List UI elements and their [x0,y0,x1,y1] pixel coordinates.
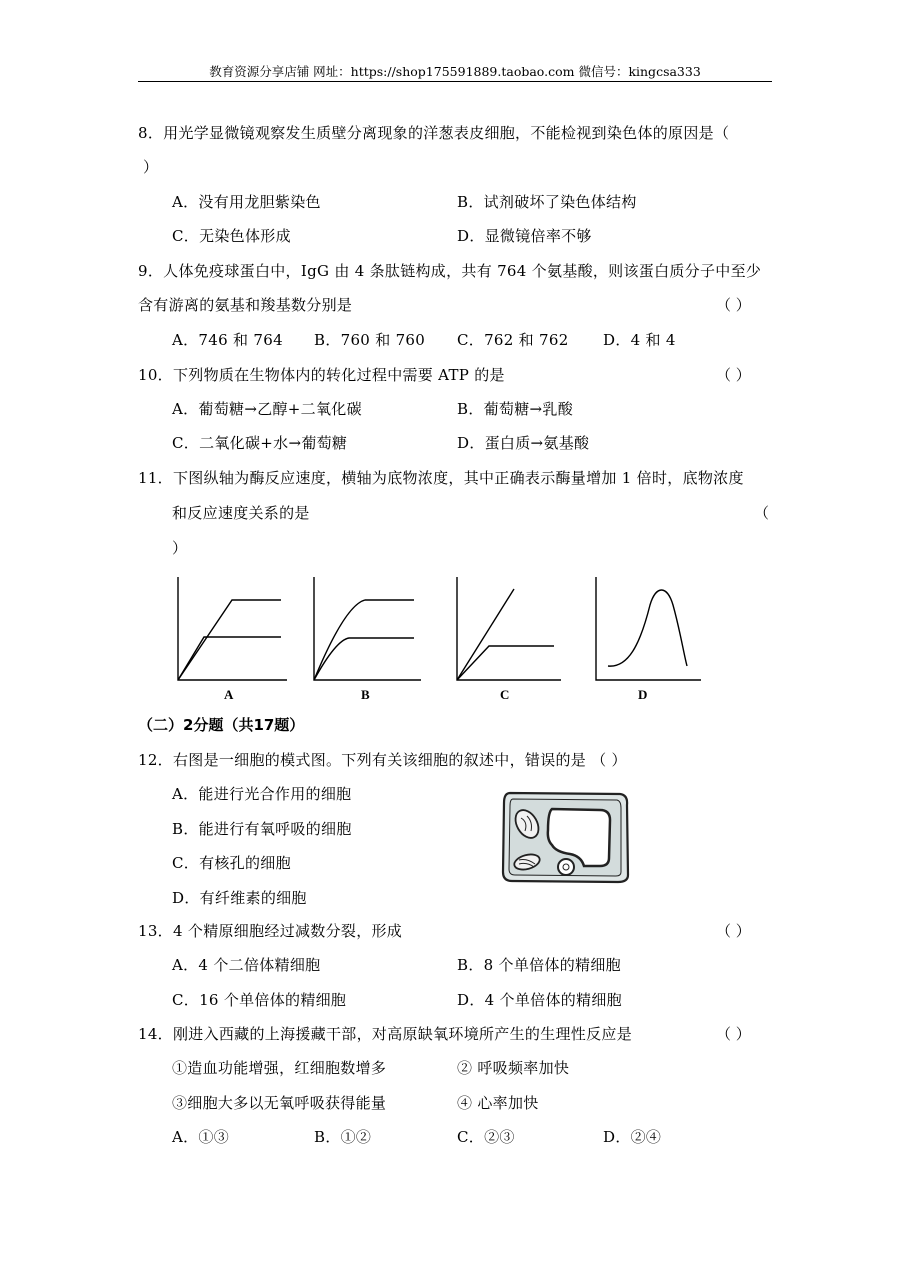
page-header: 教育资源分享店铺 网址：https://shop175591889.taobao.com 微信号：kingcsa333 [209,64,701,79]
q8-option-a: A．没有用龙胆紫染色 [172,193,321,211]
q10-option-a: A．葡萄糖→乙醇+二氧化碳 [172,400,362,418]
q10-option-b: B．葡萄糖→乳酸 [457,400,573,418]
graph-c-label: C [500,687,510,702]
graph-b [314,577,421,680]
q9-option-d: D．4 和 4 [603,331,676,349]
q14-item-4: ④ 心率加快 [457,1094,539,1112]
q14-item-3: ③细胞大多以无氧呼吸获得能量 [172,1094,387,1112]
cell-membrane [509,799,621,876]
q9-stem-line1: 9．人体免疫球蛋白中，IgG 由 4 条肽链构成，共有 764 个氨基酸，则该蛋白质分子中至少 [138,262,762,280]
chloroplast-lower [513,852,542,872]
graph-c [457,577,561,680]
q13-stem: 13．4 个精原细胞经过减数分裂，形成 [138,922,403,940]
q12-stem: 12．右图是一细胞的模式图。下列有关该细胞的叙述中，错误的是 （ ） [138,751,627,769]
graph-c-line-plateau [457,646,554,680]
q12-option-a: A．能进行光合作用的细胞 [172,785,352,803]
graph-c-axes [457,577,561,680]
q14-item-2: ② 呼吸频率加快 [457,1059,570,1077]
graph-d-label: D [638,687,648,702]
graph-a-curve-lower [178,637,281,680]
graph-a [178,577,287,680]
q10-stem: 10．下列物质在生物体内的转化过程中需要 ATP 的是 [138,366,505,384]
nucleus [558,859,574,875]
q13-option-d: D．4 个单倍体的精细胞 [457,991,622,1009]
q9-option-a: A．746 和 764 [172,331,283,349]
q10-option-c: C．二氧化碳+水→葡萄糖 [172,434,348,452]
graph-d-curve [608,590,687,666]
q9-option-c: C．762 和 762 [457,331,569,349]
q10-answer-paren: （ ） [716,366,751,384]
graph-a-axes [178,577,287,680]
graph-b-curve-lower [314,638,414,680]
q13-answer-paren: （ ） [716,922,751,940]
graph-b-label: B [361,687,370,702]
graph-a-label: A [224,687,234,702]
q12-option-c: C．有核孔的细胞 [172,854,291,872]
nucleolus [563,864,569,870]
q9-stem-line2: 含有游离的氨基和羧基数分别是 [138,296,353,314]
q14-answer-paren: （ ） [716,1025,751,1043]
q14-option-c: C．②③ [457,1128,515,1146]
q9-option-b: B．760 和 760 [314,331,426,349]
q14-item-1: ①造血功能增强，红细胞数增多 [172,1059,387,1077]
chloroplast-lower-thylakoids [519,860,535,868]
q11-paren-close: ） [172,539,188,557]
q10-option-d: D．蛋白质→氨基酸 [457,434,590,452]
q14-option-d: D．②④ [603,1128,662,1146]
q13-option-c: C．16 个单倍体的精细胞 [172,991,347,1009]
q14-option-a: A．①③ [172,1128,230,1146]
graph-b-curve-upper [314,600,414,680]
graph-c-line-steep [457,589,514,680]
q11-stem-line2: 和反应速度关系的是 [172,504,310,522]
graph-a-curve-upper [178,600,281,680]
q14-option-b: B．①② [314,1128,372,1146]
cell-wall [503,793,628,882]
q12-option-b: B．能进行有氧呼吸的细胞 [172,820,352,838]
q12-option-d: D．有纤维素的细胞 [172,889,307,907]
chloroplast-upper [511,806,543,842]
section-heading: （二）2分题（共17题） [138,716,305,734]
header-rule [138,81,772,82]
q14-stem: 14．刚进入西藏的上海援藏干部，对高原缺氧环境所产生的生理性反应是 [138,1025,632,1043]
q8-option-d: D．显微镜倍率不够 [457,227,592,245]
q8-stem-close: ） [143,158,159,176]
q13-option-a: A．4 个二倍体精细胞 [172,956,321,974]
central-vacuole [548,809,610,866]
q8-option-b: B．试剂破坏了染色体结构 [457,193,637,211]
graph-d [596,577,701,680]
q9-answer-paren: （ ） [716,296,751,314]
chloroplast-upper-thylakoids [521,816,532,831]
q13-option-b: B．8 个单倍体的精细胞 [457,956,621,974]
q11-stem-line1: 11．下图纵轴为酶反应速度，横轴为底物浓度，其中正确表示酶量增加 1 倍时，底物浓度 [138,469,744,487]
q8-option-c: C．无染色体形成 [172,227,291,245]
q8-stem: 8．用光学显微镜观察发生质壁分离现象的洋葱表皮细胞，不能检视到染色体的原因是（ [138,124,730,142]
graph-b-axes [314,577,421,680]
graph-d-axes [596,577,701,680]
q11-paren-open: （ [754,504,770,522]
